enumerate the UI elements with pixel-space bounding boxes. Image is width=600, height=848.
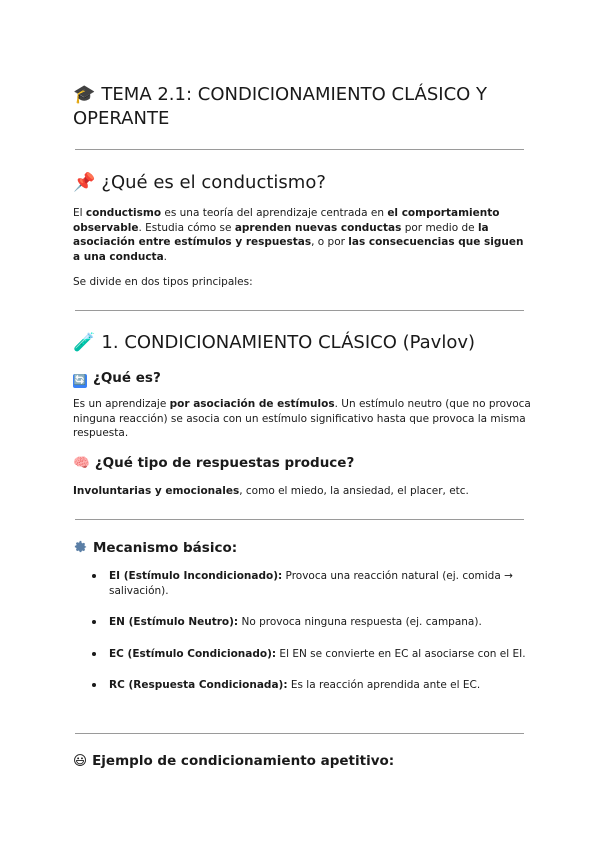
- paragraph-respuestas: Involuntarias y emocionales, como el miedo, la ansiedad, el placer, etc.: [73, 485, 469, 497]
- section-heading-clasico: [73, 331, 475, 355]
- mechanism-list: [92, 569, 529, 710]
- list-item: EC (Estímulo Condicionado): El EN se convierte en EC al asociarse con el EI.: [92, 647, 529, 662]
- section-heading-conductismo: [73, 171, 326, 195]
- list-item: EN (Estímulo Neutro): No provoca ninguna respuesta (ej. campana).: [92, 615, 529, 630]
- graduation-cap-icon: 🎓: [73, 84, 96, 105]
- document-title-text: TEMA 2.1: CONDICIONAMIENTO CLÁSICO Y OPERANTE: [73, 84, 488, 129]
- divider: [75, 733, 524, 734]
- divider: [75, 310, 524, 311]
- brain-icon: 🧠: [73, 455, 90, 471]
- section-heading-text: 1. CONDICIONAMIENTO CLÁSICO (Pavlov): [101, 332, 476, 353]
- refresh-icon: 🔄: [73, 375, 87, 386]
- divider: [75, 149, 524, 150]
- subheading-text: ¿Qué tipo de respuestas produce?: [94, 455, 355, 471]
- list-item: EI (Estímulo Incondicionado): Provoca una reacción natural (ej. comida → salivación).: [92, 569, 529, 598]
- subheading-text: ¿Qué es?: [93, 370, 161, 386]
- subheading-respuestas: [73, 454, 354, 472]
- subheading-text: Mecanismo básico:: [93, 540, 238, 556]
- subheading-que-es: [73, 369, 161, 388]
- subheading-mecanismo: [73, 539, 237, 557]
- document-title: [73, 83, 513, 131]
- subheading-ejemplo: [73, 752, 394, 770]
- divider: [75, 519, 524, 520]
- smiling-face-icon: 😃: [73, 753, 88, 769]
- test-tube-icon: 🧪: [73, 332, 96, 353]
- paragraph-que-es: Es un aprendizaje por asociación de estímulos. Un estímulo neutro (que no provoca ninguna reacción) se asocia con un estímulo significativo hasta que provoca la misma respuesta.: [73, 398, 531, 439]
- paragraph-conductismo: El conductismo es una teoría del aprendizaje centrada en el comportamiento observable. Estudia cómo se aprenden nuevas conductas por medio de la asociación entre estímulos y respuestas, o por las consecuencias que siguen a una conducta.: [73, 207, 524, 263]
- pushpin-icon: 📌: [73, 172, 96, 193]
- subheading-text: Ejemplo de condicionamiento apetitivo:: [92, 753, 395, 769]
- section-heading-text: ¿Qué es el conductismo?: [101, 172, 326, 193]
- paragraph-types: Se divide en dos tipos principales:: [73, 276, 253, 288]
- list-item: RC (Respuesta Condicionada): Es la reacción aprendida ante el EC.: [92, 678, 529, 693]
- gear-icon: [73, 539, 88, 554]
